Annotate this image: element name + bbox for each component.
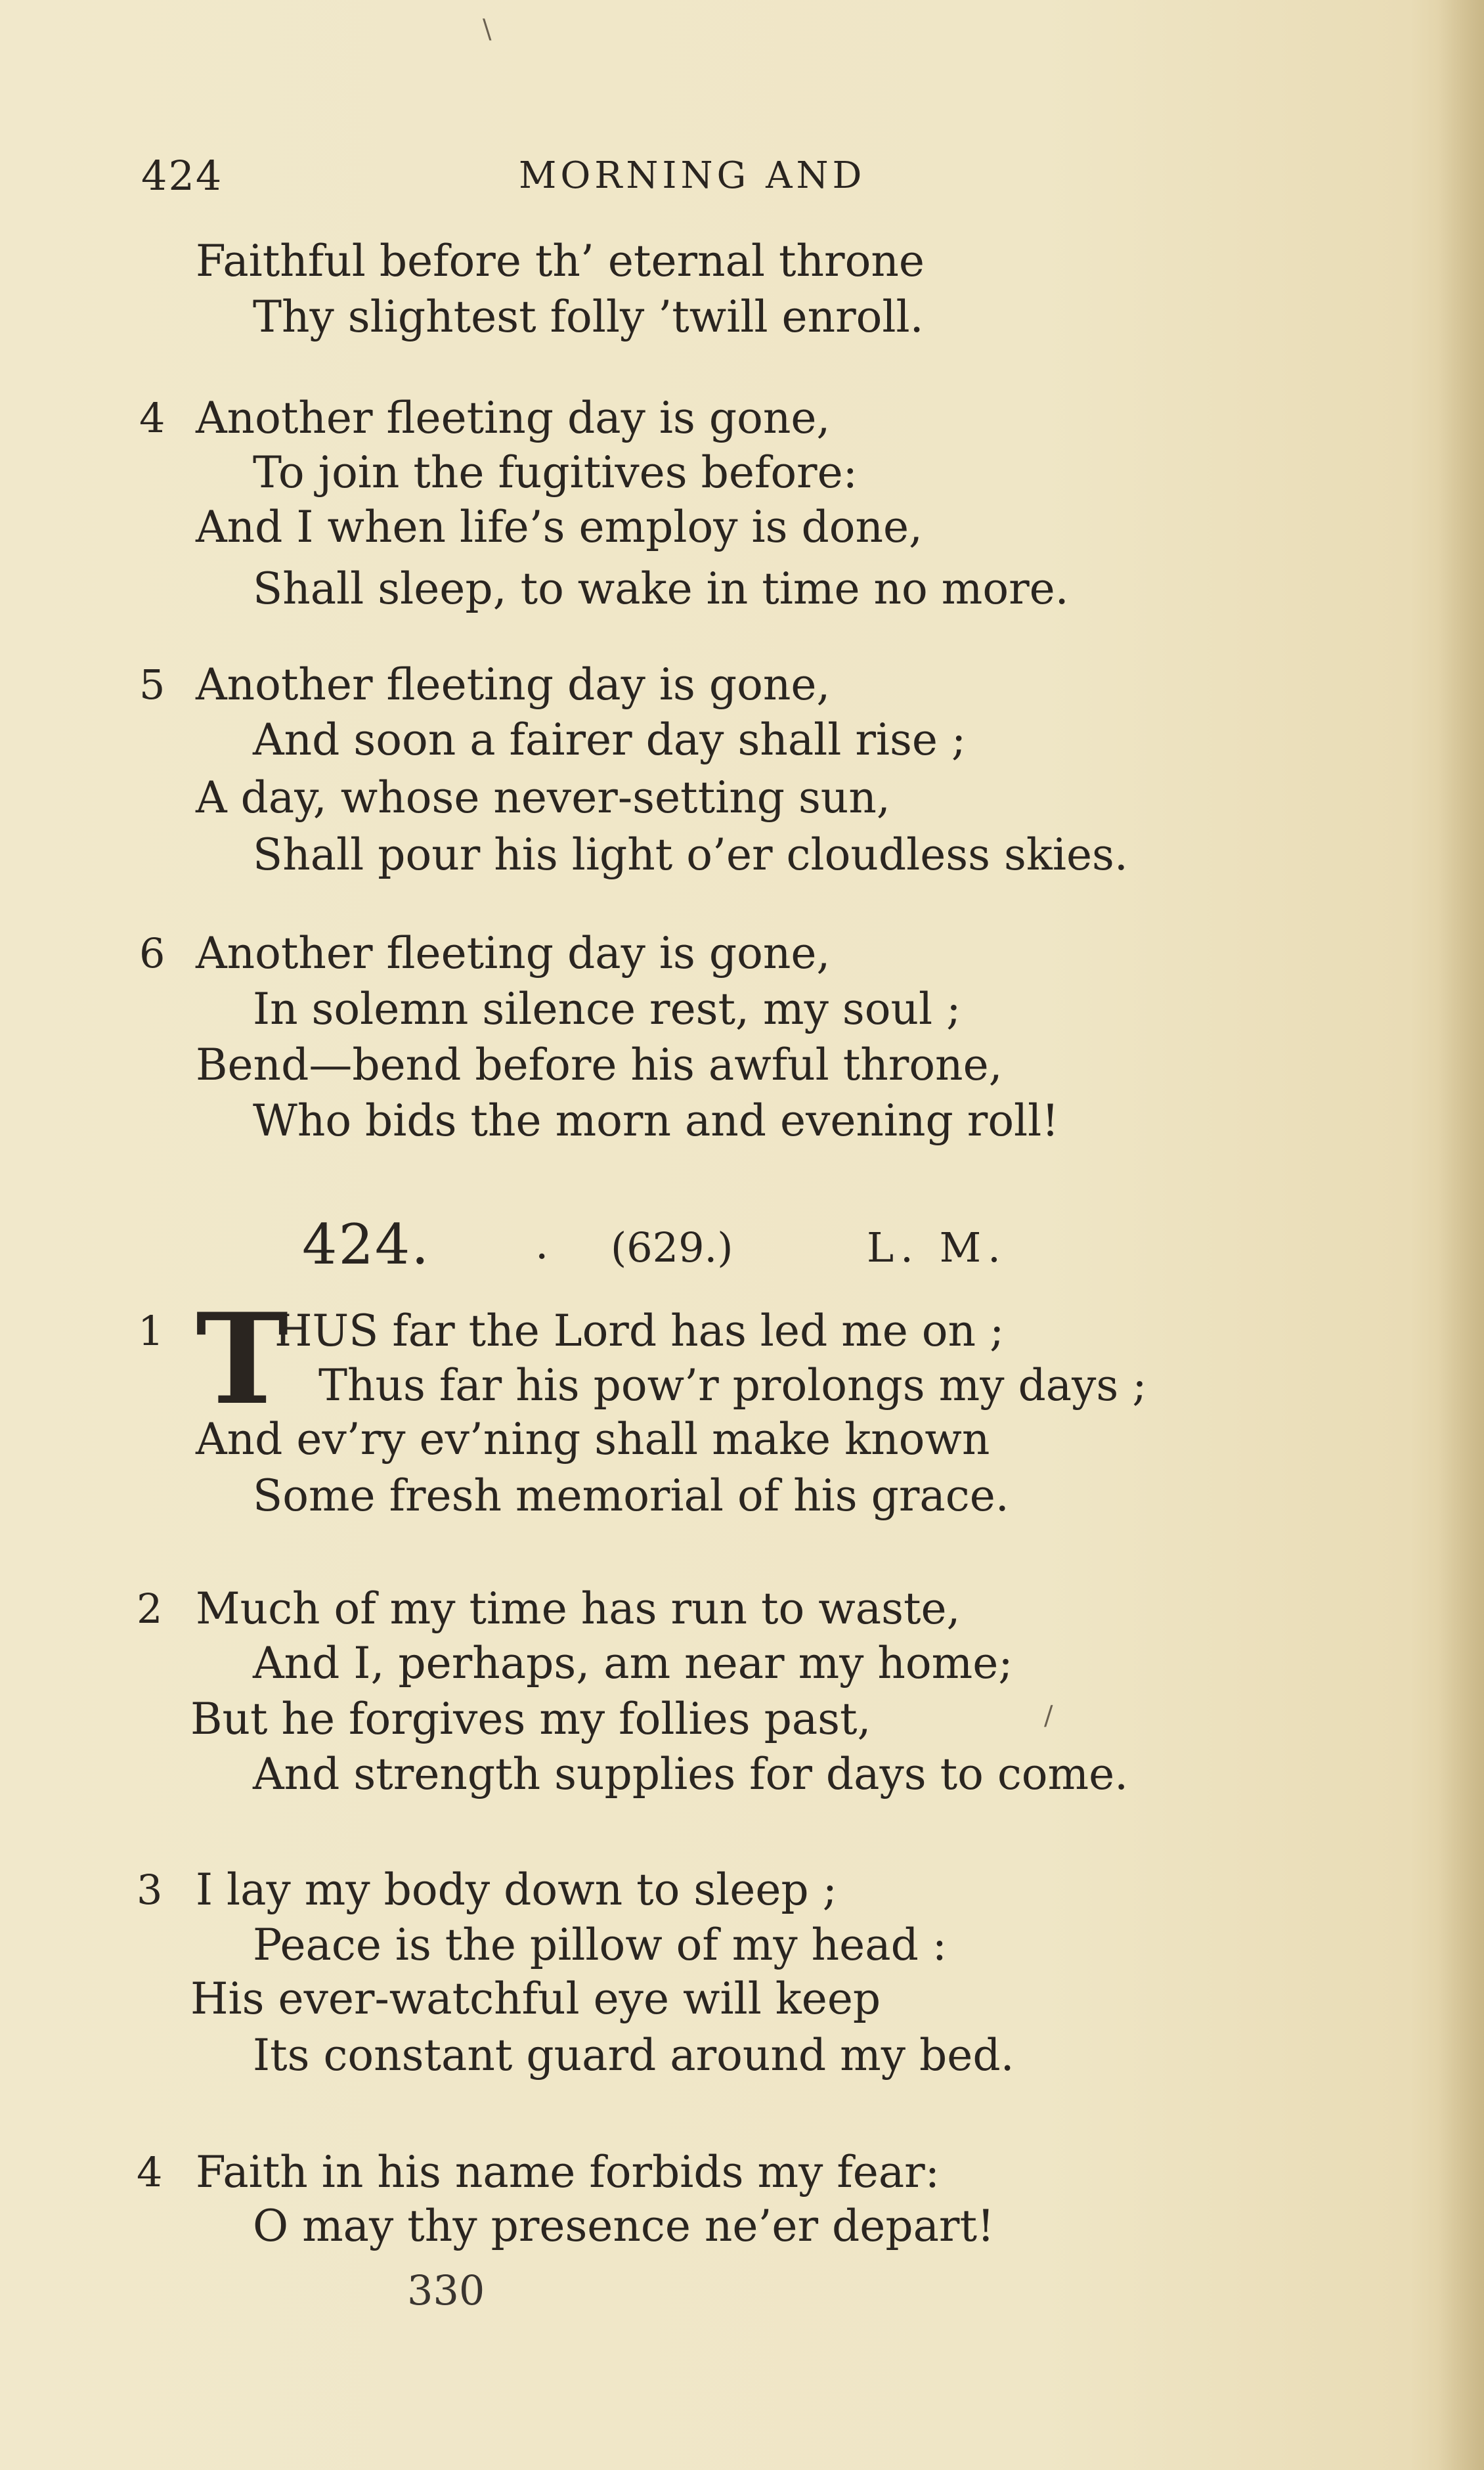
verse-line: And ev’ry ev’ning shall make known xyxy=(196,1414,990,1465)
continuation-line: Thy slightest folly ’twill enroll. xyxy=(253,292,924,342)
stanza-number: 4 xyxy=(139,394,165,442)
verse-line: And I when life’s employ is done, xyxy=(196,502,923,552)
stanza-number: 4 xyxy=(137,2148,163,2196)
verse-line: To join the fugitives before: xyxy=(253,447,858,498)
verse-line: But he forgives my follies past, xyxy=(190,1694,871,1744)
stanza-number: 6 xyxy=(139,929,165,977)
verse-line: Peace is the pillow of my head : xyxy=(253,1920,948,1970)
verse-line: O may thy presence ne’er depart! xyxy=(253,2201,995,2251)
signature-mark: 330 xyxy=(407,2266,485,2314)
verse-line: Another fleeting day is gone, xyxy=(196,393,831,443)
verse-line: Much of my time has run to waste, xyxy=(196,1583,961,1634)
verse-line: Bend—bend before his awful throne, xyxy=(196,1040,1003,1090)
running-title: MORNING AND xyxy=(519,154,866,197)
verse-line: HUS far the Lord has led me on ; xyxy=(274,1306,1005,1356)
page-number: 424 xyxy=(141,152,223,200)
verse-line: I lay my body down to sleep ; xyxy=(196,1864,837,1915)
stray-mark: / xyxy=(1044,1701,1053,1731)
verse-line: And soon a fairer day shall rise ; xyxy=(253,715,967,765)
verse-line: Who bids the morn and evening roll! xyxy=(253,1095,1059,1146)
verse-line: Its constant guard around my bed. xyxy=(253,2030,1015,2081)
verse-line: His ever-watchful eye will keep xyxy=(190,1974,881,2024)
verse-line: Faith in his name forbids my fear: xyxy=(196,2147,940,2197)
stanza-number: 1 xyxy=(138,1307,164,1355)
verse-line: And strength supplies for days to come. xyxy=(253,1749,1129,1799)
verse-line: Another fleeting day is gone, xyxy=(196,659,831,710)
hymn-reference: (629.) xyxy=(611,1224,733,1271)
hymn-separator: . xyxy=(535,1220,549,1269)
verse-line: Another fleeting day is gone, xyxy=(196,928,831,979)
hymn-number: 424. xyxy=(302,1212,431,1277)
verse-line: And I, perhaps, am near my home; xyxy=(253,1638,1013,1688)
stanza-number: 2 xyxy=(137,1585,163,1633)
hymn-meter: L. M. xyxy=(867,1224,1007,1271)
verse-line: Shall sleep, to wake in time no more. xyxy=(253,563,1069,614)
stray-mark: \ xyxy=(483,14,492,45)
verse-line: In solemn silence rest, my soul ; xyxy=(253,984,961,1034)
continuation-line: Faithful before th’ eternal throne xyxy=(196,236,925,286)
verse-line: Shall pour his light o’er cloudless skies. xyxy=(253,829,1128,880)
verse-line: Some fresh memorial of his grace. xyxy=(253,1470,1009,1521)
page-edge-shadow xyxy=(1438,0,1484,2470)
verse-line: Thus far his pow’r prolongs my days ; xyxy=(318,1360,1147,1411)
drop-cap: T xyxy=(196,1286,289,1432)
verse-line: A day, whose never-setting sun, xyxy=(196,772,890,823)
stanza-number: 3 xyxy=(137,1866,163,1914)
stanza-number: 5 xyxy=(139,661,165,709)
